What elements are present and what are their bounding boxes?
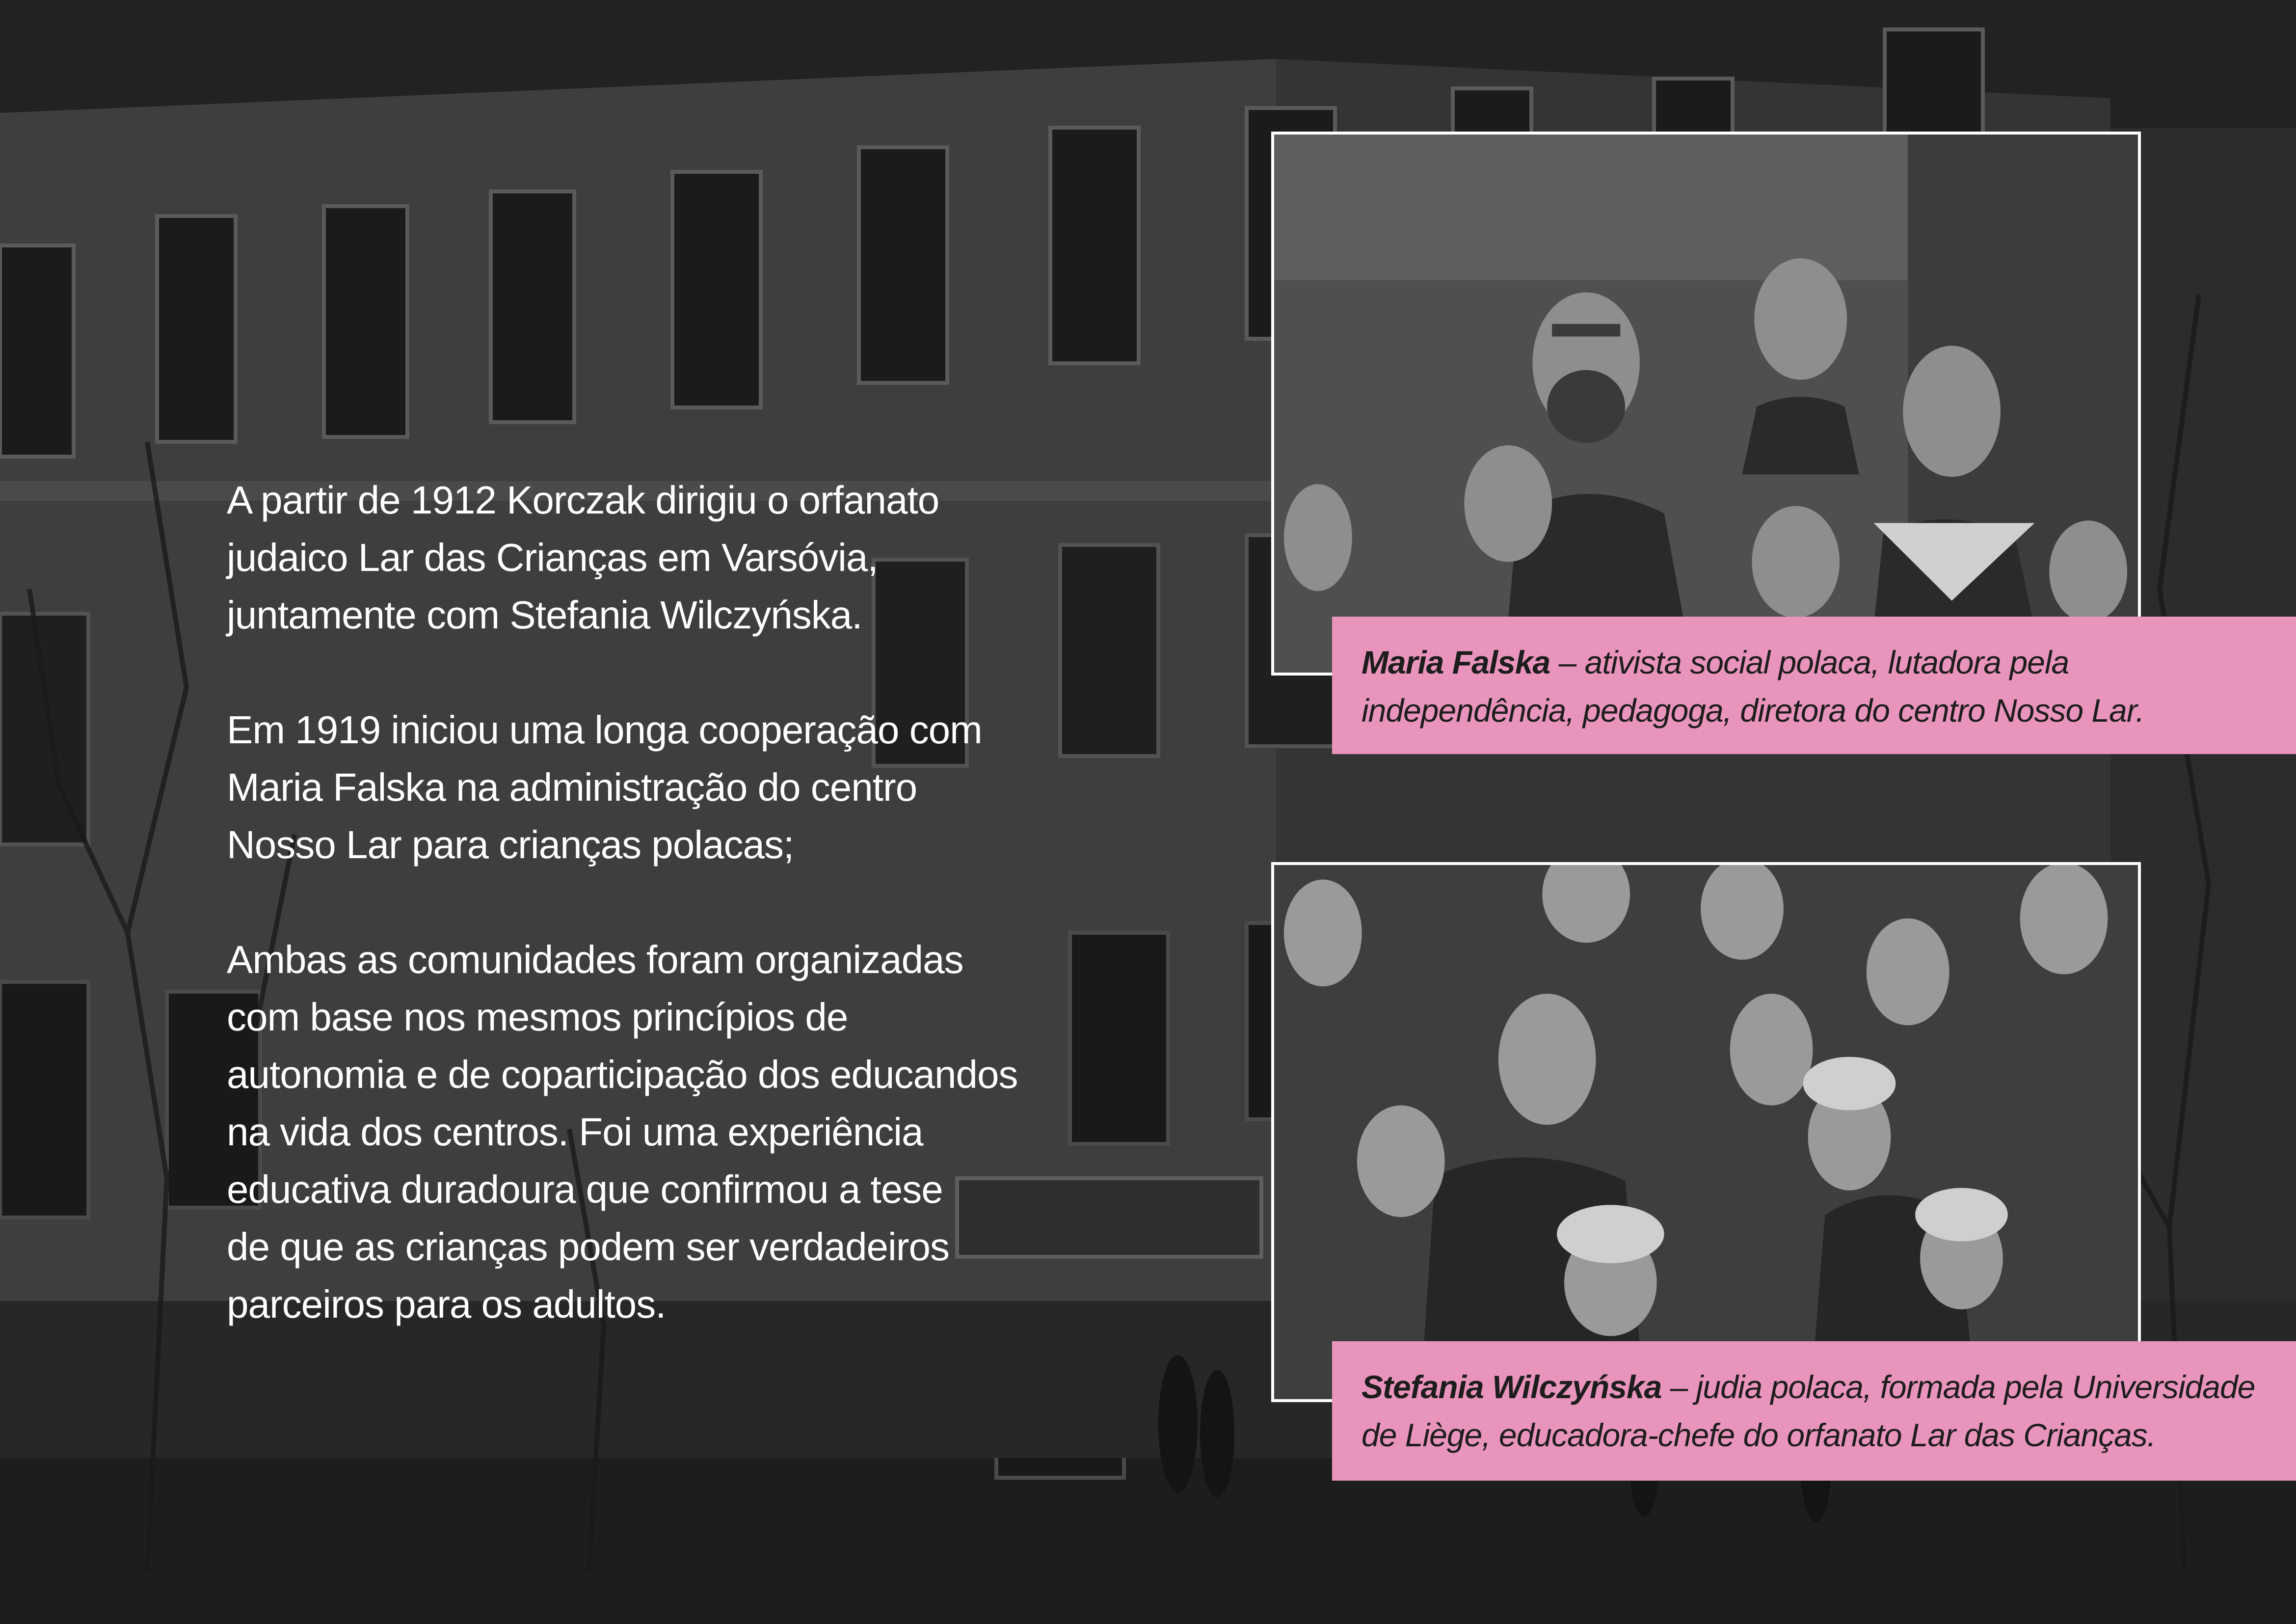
caption-2-name: Stefania Wilczyńska [1362, 1369, 1662, 1405]
caption-stefania-wilczynska [1332, 1341, 2296, 1481]
caption-1-name: Maria Falska [1362, 644, 1550, 680]
photo-korczak-maria-falska [1271, 132, 2141, 676]
paragraph-2: Em 1919 iniciou uma longa cooperação com Maria Falska na administração do centro Nosso Lar para crianças polacas; [227, 708, 982, 866]
caption-1-text: – ativista social polaca, lutadora pela independência, pedagoga, diretora do centro Nosso Lar. [1362, 644, 2144, 729]
caption-2-text: – judia polaca, formada pela Universidade de Liège, educadora-chefe do orfanato Lar das Crianças. [1362, 1369, 2255, 1453]
photo-korczak-stefania-wilczynska [1271, 862, 2141, 1402]
paragraph-1: A partir de 1912 Korczak dirigiu o orfanato judaico Lar das Crianças em Varsóvia, juntamente com Stefania Wilczyńska. [227, 478, 939, 637]
main-text [227, 471, 1051, 1390]
paragraph-3: Ambas as comunidades foram organizadas com base nos mesmos princípios de autonomia e de coparticipação dos educandos na vida dos centros. Foi uma experiência educativa duradoura que confirmou a tese de que as crianças podem ser verdadeiros parceiros para os adultos. [227, 938, 1018, 1326]
caption-maria-falska [1332, 617, 2296, 754]
